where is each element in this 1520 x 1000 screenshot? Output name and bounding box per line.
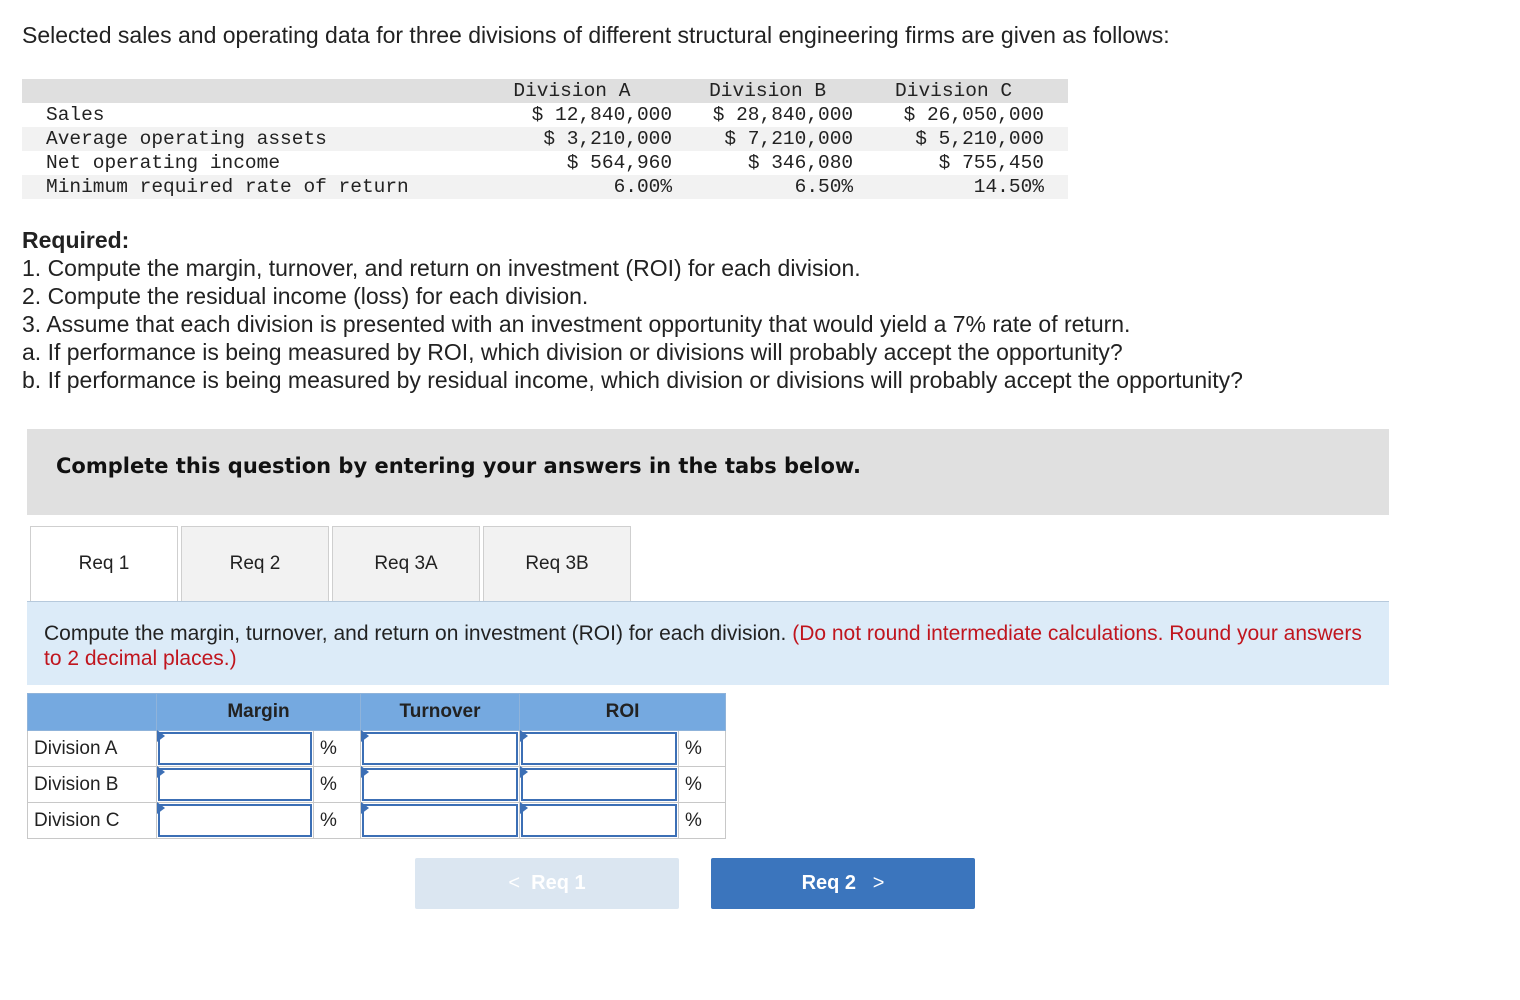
tab-req-2[interactable]: Req 2: [181, 526, 329, 602]
header-margin: Margin: [157, 694, 361, 731]
row-label: Average operating assets: [22, 127, 472, 151]
cell-value: $ 755,450: [938, 152, 1044, 174]
table-row: [22, 151, 1068, 175]
flag-marker-icon: [157, 766, 165, 778]
required-section: [22, 226, 1243, 394]
turnover-input-division-b[interactable]: [362, 768, 518, 801]
cell-value: $ 28,840,000: [712, 104, 854, 126]
flag-marker-icon: [520, 766, 528, 778]
chevron-right-icon: >: [872, 872, 885, 894]
percent-unit: %: [314, 731, 361, 767]
flag-marker-icon: [157, 802, 165, 814]
turnover-input-division-a[interactable]: [362, 732, 518, 765]
instruction-text: Compute the margin, turnover, and return on investment (ROI) for each division.: [44, 622, 787, 645]
table-row: [22, 175, 1068, 199]
row-label: Division C: [28, 803, 157, 839]
table-header-row: [22, 79, 1068, 103]
required-line: 2. Compute the residual income (loss) for each division.: [22, 283, 589, 309]
answer-row-division-c: [28, 803, 726, 839]
prev-button-label: Req 1: [531, 872, 586, 894]
cell-value: $ 12,840,000: [531, 104, 673, 126]
percent-unit: %: [679, 731, 726, 767]
flag-marker-icon: [361, 766, 369, 778]
cell-value: $ 346,080: [747, 152, 854, 174]
question-instruction: [27, 601, 1389, 685]
percent-unit: %: [679, 803, 726, 839]
cell-value: $ 26,050,000: [903, 104, 1044, 126]
required-line: b. If performance is being measured by residual income, which division or divisions will probably accept the opportunity?: [22, 367, 1243, 393]
header-turnover: Turnover: [361, 694, 520, 731]
row-label: Minimum required rate of return: [22, 175, 472, 199]
header-division-c: Division C: [863, 79, 1068, 103]
header-division-b: Division B: [682, 79, 863, 103]
cell-value: $ 7,210,000: [682, 127, 863, 151]
header-roi: ROI: [520, 694, 726, 731]
row-label: Sales: [46, 104, 105, 126]
percent-unit: %: [314, 803, 361, 839]
flag-marker-icon: [361, 730, 369, 742]
tab-req-3b[interactable]: Req 3B: [483, 526, 631, 602]
flag-marker-icon: [520, 802, 528, 814]
tab-req-1[interactable]: Req 1: [30, 526, 178, 603]
sales-data-table: [22, 79, 1068, 199]
instruction-banner: [27, 429, 1389, 515]
percent-unit: %: [314, 767, 361, 803]
flag-marker-icon: [361, 802, 369, 814]
banner-text: Complete this question by entering your answers in the tabs below.: [56, 454, 861, 478]
next-button-label: Req 2: [801, 872, 857, 894]
header-division-a: Division A: [472, 79, 682, 103]
cell-value: $ 564,960: [566, 152, 673, 174]
answer-row-division-b: [28, 767, 726, 803]
required-line: 1. Compute the margin, turnover, and return on investment (ROI) for each division.: [22, 255, 861, 281]
margin-input-division-c[interactable]: [158, 804, 312, 837]
table-row: [22, 127, 1068, 151]
answer-row-division-a: [28, 731, 726, 767]
row-label: Division A: [28, 731, 157, 767]
turnover-input-division-c[interactable]: [362, 804, 518, 837]
answer-header-row: [28, 694, 726, 731]
cell-value: $ 3,210,000: [472, 127, 682, 151]
margin-input-division-a[interactable]: [158, 732, 312, 765]
cell-value: 6.00%: [472, 175, 682, 199]
intro-text: Selected sales and operating data for three divisions of different structural engineering firms are given as follows:: [22, 22, 1170, 48]
required-line: 3. Assume that each division is presented with an investment opportunity that would yield a 7% rate of return.: [22, 311, 1131, 337]
roi-input-division-c[interactable]: [521, 804, 677, 837]
tab-req-3a[interactable]: Req 3A: [332, 526, 480, 602]
roi-input-division-a[interactable]: [521, 732, 677, 765]
percent-unit: %: [679, 767, 726, 803]
prev-button[interactable]: [415, 858, 679, 909]
next-button[interactable]: [711, 858, 975, 909]
instruction-note: (Do not round intermediate calculations. Round your answers to 2 decimal places.): [44, 622, 1362, 670]
margin-input-division-b[interactable]: [158, 768, 312, 801]
cell-value: 14.50%: [863, 175, 1068, 199]
flag-marker-icon: [157, 730, 165, 742]
cell-value: $ 5,210,000: [863, 127, 1068, 151]
required-line: a. If performance is being measured by ROI, which division or divisions will probably accept the opportunity?: [22, 339, 1123, 365]
chevron-left-icon: <: [508, 872, 521, 894]
table-row: [22, 103, 1068, 127]
cell-value: 6.50%: [682, 175, 863, 199]
answer-table: [27, 693, 726, 839]
required-title: Required:: [22, 227, 130, 253]
flag-marker-icon: [520, 730, 528, 742]
row-label: Net operating income: [46, 152, 281, 174]
row-label: Division B: [28, 767, 157, 803]
roi-input-division-b[interactable]: [521, 768, 677, 801]
